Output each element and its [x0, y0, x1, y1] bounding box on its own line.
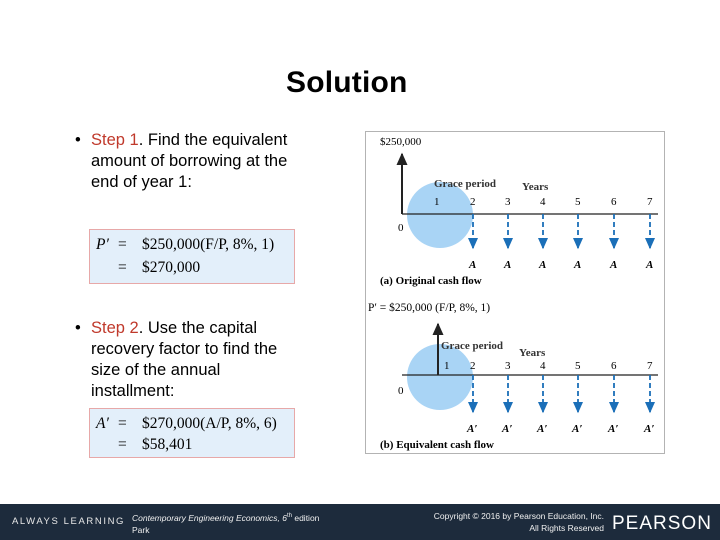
tick-label: 6	[611, 196, 617, 208]
tick-label: 1	[434, 196, 440, 208]
years-label-top: Years	[522, 181, 549, 193]
tick-label: 2	[470, 360, 476, 372]
caption-original: (a) Original cash flow	[380, 275, 482, 287]
payment-label: A	[646, 259, 654, 271]
principal-label: $250,000	[380, 136, 422, 148]
grace-period-circle-top	[407, 182, 473, 248]
book-edition-suffix: th	[286, 513, 292, 519]
payment-label: A	[574, 259, 582, 271]
payment-label: A′	[502, 423, 513, 435]
step-1-bullet	[75, 130, 308, 193]
tick-label: 2	[470, 196, 476, 208]
payment-label: A′	[644, 423, 655, 435]
middle-equation: P′ = $250,000 (F/P, 8%, 1)	[368, 302, 491, 314]
slide-title: Solution	[286, 66, 408, 99]
bullet-dot: •	[75, 131, 81, 149]
payment-label: A	[469, 259, 477, 271]
cash-flow-diagram	[365, 131, 665, 454]
tick-labels-bottom	[444, 360, 653, 372]
grace-period-label-top: Grace period	[434, 178, 497, 190]
payment-labels-bottom	[466, 423, 654, 435]
payment-label: A′	[608, 423, 619, 435]
tick-label: 4	[540, 360, 546, 372]
copyright-line-1: Copyright © 2016 by Pearson Education, Inc.	[433, 511, 604, 521]
caption-equivalent: (b) Equivalent cash flow	[380, 439, 494, 451]
formula-1-expression: $250,000(F/P, 8%, 1)	[142, 236, 275, 253]
footer-bar	[0, 504, 720, 540]
zero-label-bottom: 0	[398, 385, 404, 397]
cash-flow-svg	[366, 132, 664, 453]
pearson-logo: PEARSON	[612, 513, 712, 534]
copyright-line-2: All Rights Reserved	[529, 523, 604, 533]
book-title: Contemporary Engineering Economics, 6	[132, 512, 287, 523]
tick-label: 7	[647, 360, 653, 372]
payment-arrows-top	[473, 214, 650, 248]
payment-label: A′	[537, 423, 548, 435]
tick-label: 1	[444, 360, 450, 372]
book-citation	[132, 510, 372, 536]
tick-label: 7	[647, 196, 653, 208]
formula-box-2: A′ = $270,000(A/P, 8%, 6) = $58,401	[89, 408, 295, 458]
payment-label: A	[539, 259, 547, 271]
tick-label: 5	[575, 360, 581, 372]
payment-arrows-bottom	[473, 375, 650, 412]
step-2-bullet	[75, 318, 308, 402]
formula-box-1: P′ = $250,000(F/P, 8%, 1) = $270,000	[89, 229, 295, 284]
copyright-notice	[376, 510, 604, 534]
payment-label: A	[610, 259, 618, 271]
years-label-bottom: Years	[519, 347, 546, 359]
formula-2-expression: $270,000(A/P, 8%, 6)	[142, 415, 277, 432]
tick-label: 4	[540, 196, 546, 208]
step-2-label: Step 2	[91, 319, 139, 337]
bullet-dot: •	[75, 319, 81, 337]
tick-label: 3	[505, 360, 511, 372]
tick-label: 3	[505, 196, 511, 208]
payment-label: A′	[572, 423, 583, 435]
formula-2-lhs: A′	[96, 415, 109, 432]
book-edition: edition	[291, 512, 320, 523]
formula-2-result: $58,401	[142, 436, 193, 453]
tick-label: 6	[611, 360, 617, 372]
payment-label: A	[504, 259, 512, 271]
zero-label-top: 0	[398, 222, 404, 234]
step-1-text: . Find the equivalent amount of borrowing at the end of year 1:	[91, 131, 288, 191]
always-learning-tagline: ALWAYS LEARNING	[12, 516, 126, 527]
step-1-label: Step 1	[91, 131, 139, 149]
payment-label: A′	[467, 423, 478, 435]
grace-period-circle-bottom	[407, 344, 473, 410]
tick-label: 5	[575, 196, 581, 208]
formula-1-result: $270,000	[142, 259, 201, 276]
book-author: Park	[132, 524, 150, 535]
step-2-text: . Use the capital recovery factor to find the size of the annual installment:	[91, 319, 278, 400]
payment-labels-top	[468, 259, 653, 271]
grace-period-label-bottom: Grace period	[441, 340, 504, 352]
formula-1-lhs: P′	[96, 236, 109, 253]
